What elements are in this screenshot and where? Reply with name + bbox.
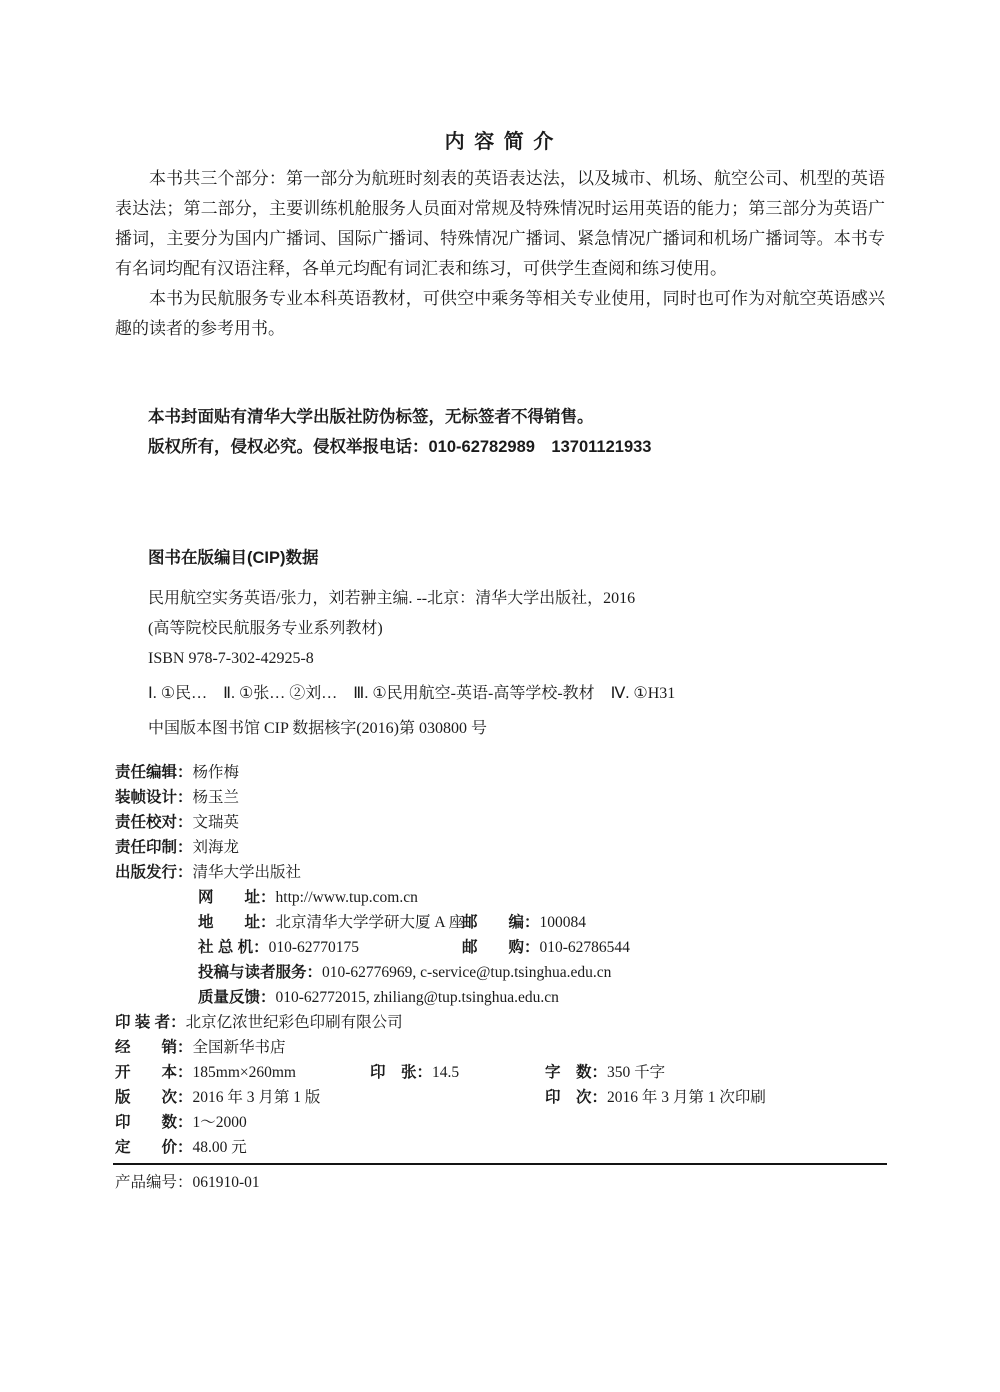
- row-value: 北京清华大学学研大厦 A 座: [275, 914, 465, 931]
- product-number-label: 产品编号：: [115, 1174, 193, 1191]
- row-label: 责任编辑：: [115, 764, 193, 781]
- cip-heading: 图书在版编目(CIP)数据: [148, 549, 319, 567]
- row-value: 350 千字: [607, 1064, 666, 1081]
- row-value: 010-62770175: [268, 939, 360, 956]
- row-label: 印 张：: [370, 1064, 433, 1081]
- colophon-row-design: [115, 785, 885, 810]
- content-summary: [115, 164, 885, 344]
- row-label: 网 址：: [198, 889, 276, 906]
- row-value: 清华大学出版社: [192, 864, 302, 881]
- row-label: 字 数：: [545, 1064, 608, 1081]
- row-value: 2016 年 3 月第 1 版: [192, 1089, 321, 1106]
- impression-pair: [545, 1085, 766, 1110]
- website-url: http://www.tup.com.cn: [275, 889, 418, 906]
- product-number-value: 061910-01: [192, 1174, 260, 1191]
- row-label: 责任印制：: [115, 839, 193, 856]
- colophon-row-price: [115, 1135, 885, 1160]
- colophon-row-quality-feedback: [115, 985, 885, 1010]
- intro-paragraph-1: 本书共三个部分：第一部分为航班时刻表的英语表达法，以及城市、机场、航空公司、机型的英语表达法；第二部分，主要训练机舱服务人员面对常规及特殊情况时运用英语的能力；第三部分为英语广播词，主要分为国内广播词、国际广播词、特殊情况广播词、紧急情况广播词和机场广播词等。本书专有名词均配有汉语注释，各单元均配有词汇表和练习，可供学生查阅和练习使用。: [115, 169, 885, 278]
- colophon-row-format-sheets-wordcount: [115, 1060, 885, 1085]
- row-label: 邮 编：: [462, 914, 540, 931]
- colophon-row-publisher: [115, 860, 885, 885]
- anti-piracy-notice: [148, 402, 885, 462]
- page-title: 内 容 简 介: [444, 131, 556, 153]
- row-label: 经 销：: [115, 1039, 193, 1056]
- cip-record-number: 中国版本图书馆 CIP 数据核字(2016)第 030800 号: [148, 720, 487, 737]
- cip-isbn: ISBN 978-7-302-42925-8: [148, 650, 314, 667]
- colophon-row-edition-impression: [115, 1085, 885, 1110]
- mailorder-pair: [462, 935, 630, 960]
- row-label: 邮 购：: [462, 939, 540, 956]
- row-value: 010-62776969, c-service@tup.tsinghua.edu.cn: [322, 964, 612, 981]
- cip-classification: Ⅰ. ①民… Ⅱ. ①张… ②刘… Ⅲ. ①民用航空-英语-高等学校-教材 Ⅳ. ①H31: [148, 685, 676, 702]
- row-value: 185mm×260mm: [192, 1064, 296, 1081]
- cip-title-line: 民用航空实务英语/张力，刘若翀主编. --北京：清华大学出版社，2016: [148, 590, 636, 607]
- row-label: 出版发行：: [115, 864, 193, 881]
- row-label: 装帧设计：: [115, 789, 193, 806]
- product-number-row: [115, 1170, 885, 1195]
- row-value: 刘海龙: [192, 839, 240, 856]
- colophon-row-printer: [115, 1010, 885, 1035]
- row-value: 2016 年 3 月第 1 次印刷: [607, 1089, 766, 1106]
- row-value: 010-62772015, zhiliang@tup.tsinghua.edu.cn: [275, 989, 559, 1006]
- row-value: 文瑞英: [192, 814, 240, 831]
- row-label: 社 总 机：: [198, 939, 269, 956]
- cip-series-line: (高等院校民航服务专业系列教材): [148, 620, 383, 637]
- row-label: 开 本：: [115, 1064, 193, 1081]
- colophon-row-website: [115, 885, 885, 910]
- row-value: 杨作梅: [192, 764, 240, 781]
- row-label: 版 次：: [115, 1089, 193, 1106]
- row-value: 杨玉兰: [192, 789, 240, 806]
- row-label: 定 价：: [115, 1139, 193, 1156]
- row-label: 地 址：: [198, 914, 276, 931]
- notice-line-2: 版权所有，侵权必究。侵权举报电话：010-62782989 13701121933: [148, 438, 652, 456]
- row-label: 印 数：: [115, 1114, 193, 1131]
- notice-line-1: 本书封面贴有清华大学出版社防伪标签，无标签者不得销售。: [148, 408, 594, 426]
- colophon-row-print-supervisor: [115, 835, 885, 860]
- row-value: 48.00 元: [192, 1139, 247, 1156]
- row-label: 质量反馈：: [198, 989, 276, 1006]
- colophon-row-reader-service: [115, 960, 885, 985]
- postcode-pair: [462, 910, 586, 935]
- row-value: 100084: [539, 914, 587, 931]
- colophon: [115, 760, 885, 1160]
- row-value: 010-62786544: [539, 939, 630, 956]
- wordcount-pair: [545, 1060, 665, 1085]
- row-value: 14.5: [432, 1064, 460, 1081]
- sheets-pair: [370, 1060, 459, 1085]
- colophon-row-proofreader: [115, 810, 885, 835]
- row-value: 北京亿浓世纪彩色印刷有限公司: [185, 1014, 403, 1031]
- cip-data-block: [148, 544, 885, 744]
- row-label: 责任校对：: [115, 814, 193, 831]
- row-label: 投稿与读者服务：: [198, 964, 323, 981]
- colophon-row-address-postcode: [115, 910, 885, 935]
- colophon-row-editor: [115, 760, 885, 785]
- colophon-row-print-run: [115, 1110, 885, 1135]
- row-value: 1～2000: [192, 1114, 247, 1131]
- intro-paragraph-2: 本书为民航服务专业本科英语教材，可供空中乘务等相关专业使用，同时也可作为对航空英语感兴趣的读者的参考用书。: [115, 289, 885, 338]
- divider-line: [113, 1163, 887, 1165]
- colophon-row-distributor: [115, 1035, 885, 1060]
- row-label: 印 次：: [545, 1089, 608, 1106]
- row-label: 印 装 者：: [115, 1014, 186, 1031]
- row-value: 全国新华书店: [192, 1039, 286, 1056]
- colophon-row-switchboard-mailorder: [115, 935, 885, 960]
